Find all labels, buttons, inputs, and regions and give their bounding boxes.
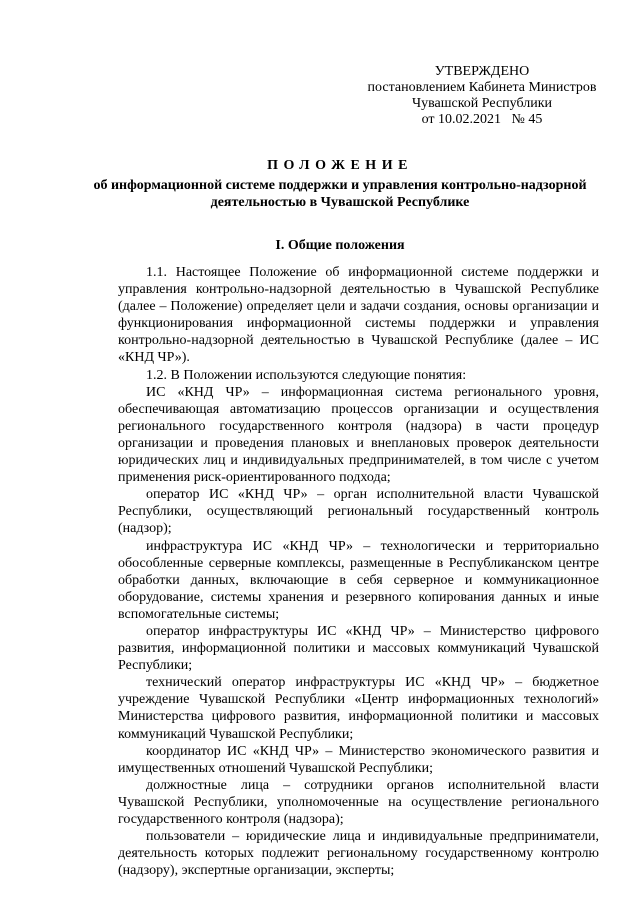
definition-coordinator: координатор ИС «КНД ЧР» – Министерство экономического развития и имущественных отношений Чувашской Республики; xyxy=(118,743,599,776)
approval-line-2: Чувашской Республики xyxy=(411,96,553,111)
title-block xyxy=(80,158,600,211)
definition-officials: должностные лица – сотрудники органов исполнительной власти Чувашской Республики, уполномоченные на осуществление регионального государственного контроля (надзора); xyxy=(118,777,599,827)
definition-users: пользователи – юридические лица и индивидуальные предприниматели, деятельность которых подлежит региональному государственному контролю (надзору), экспертные организации, эксперты; xyxy=(118,829,599,879)
approval-stamp xyxy=(362,64,602,128)
definition-infrastructure: инфраструктура ИС «КНД ЧР» – технологически и территориально обособленные серверные комплексы, размещенные в Республиканском центре обработки данных, включающие в себя серверное и коммуникационное оборудование, системы хранения и резервного копирования данных и иные вспомогательные системы; xyxy=(118,538,599,622)
definition-infrastructure-operator: оператор инфраструктуры ИС «КНД ЧР» – Министерство цифрового развития, информационной политики и массовых коммуникаций Чувашской Республики; xyxy=(118,623,599,674)
definition-technical-operator: технический оператор инфраструктуры ИС «КНД ЧР» – бюджетное учреждение Чувашской Республики «Центр информационных технологий» Министерства цифрового развития, информационной политики и массовых коммуникаций Чувашской Республики; xyxy=(118,675,599,742)
document-title: ПОЛОЖЕНИЕ xyxy=(267,158,413,173)
definition-is-knd: ИС «КНД ЧР» – информационная система регионального уровня, обеспечивающая автоматизацию процессов организации и осуществления регионального государственного контроля (надзора) в части процедур организации и проведения плановых и внеплановых проверок деятельности юридических лиц и индивидуальных предпринимателей, в том числе с учетом применения риск-ориентированного подхода; xyxy=(118,384,599,486)
approval-heading: УТВЕРЖДЕНО xyxy=(434,64,530,79)
approval-line-3: от 10.02.2021 № 45 xyxy=(421,112,543,127)
document-subtitle: об информационной системе поддержки и управления контрольно-надзорной деятельностью в Чувашской Республике xyxy=(93,178,587,210)
paragraph-1-1: 1.1. Настоящее Положение об информационной системе поддержки и управления контрольно-надзорной деятельностью в Чувашской Республике (далее – Положение) определяет цели и задачи создания, основы организации и функционирования информационной системы поддержки и управления контрольно-надзорной деятельностью в Чувашской Республике (далее – ИС «КНД ЧР»). xyxy=(118,265,599,366)
paragraph-1-2: 1.2. В Положении используются следующие понятия: xyxy=(146,367,467,383)
body-text xyxy=(118,264,599,879)
approval-line-1: постановлением Кабинета Министров xyxy=(367,80,597,95)
definition-operator: оператор ИС «КНД ЧР» – орган исполнительной власти Чувашской Республики, осуществляющий региональный государственный контроль (надзор); xyxy=(118,487,599,537)
section-heading: I. Общие положения xyxy=(275,238,405,253)
